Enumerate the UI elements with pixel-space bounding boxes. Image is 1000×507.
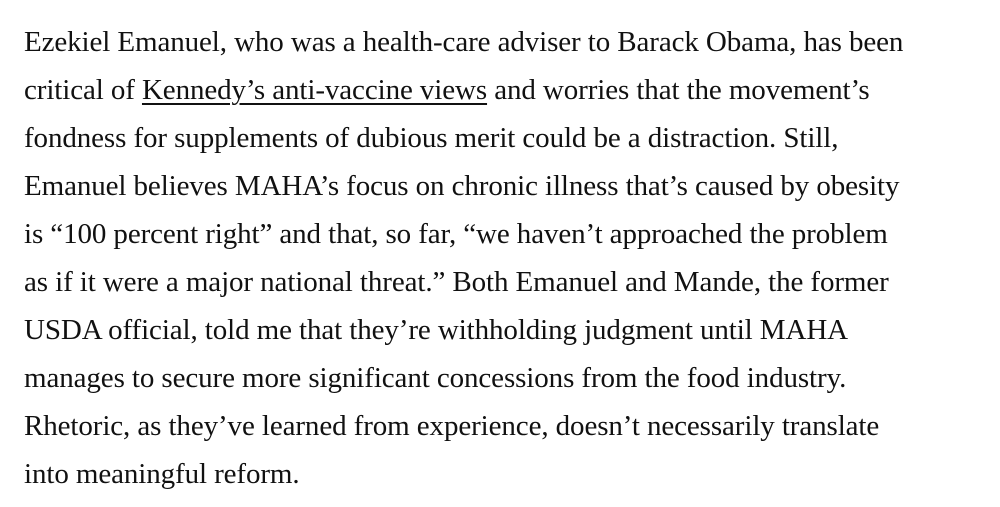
paragraph-line-3: fondness for supplements of dubious merit could be a distraction. Still, xyxy=(24,122,839,154)
line-text-before-link: critical of xyxy=(24,74,142,106)
paragraph-line-8: manages to secure more significant concessions from the food industry. xyxy=(24,362,847,394)
paragraph-line-10: into meaningful reform. xyxy=(24,458,300,490)
paragraph-line-4: Emanuel believes MAHA’s focus on chronic illness that’s caused by obesity xyxy=(24,170,900,202)
paragraph-line-9: Rhetoric, as they’ve learned from experience, doesn’t necessarily translate xyxy=(24,410,880,442)
line-text-after-link: and worries that the movement’s xyxy=(487,74,870,106)
paragraph-line-6: as if it were a major national threat.” Both Emanuel and Mande, the former xyxy=(24,266,889,298)
paragraph-line-7: USDA official, told me that they’re withholding judgment until MAHA xyxy=(24,314,849,346)
paragraph-line-1: Ezekiel Emanuel, who was a health-care adviser to Barack Obama, has been xyxy=(24,26,904,58)
paragraph-line-2 xyxy=(24,66,984,114)
kennedy-anti-vaccine-views-link[interactable]: Kennedy’s anti-vaccine views xyxy=(141,74,488,106)
paragraph-line-5: is “100 percent right” and that, so far, “we haven’t approached the problem xyxy=(24,218,888,250)
article-paragraph xyxy=(24,18,984,498)
